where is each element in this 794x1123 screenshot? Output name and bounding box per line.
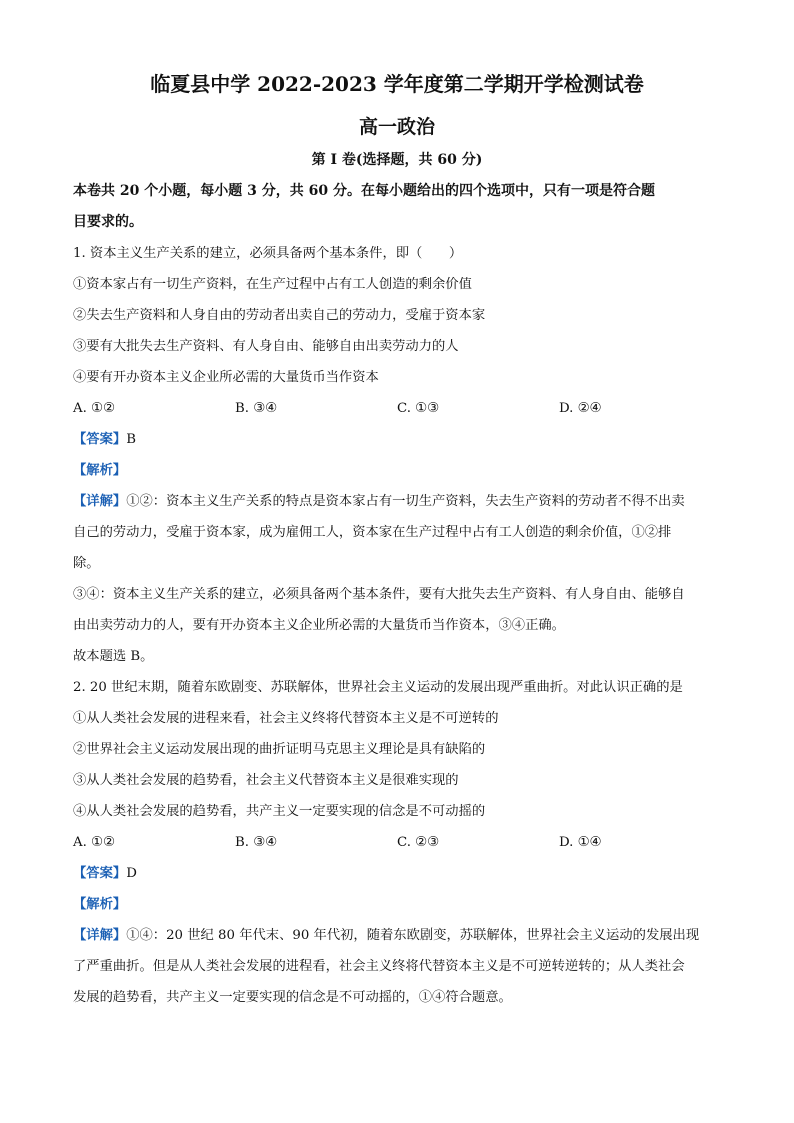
option-b: B. ③④ (235, 401, 278, 416)
question-1-detail (73, 486, 723, 517)
detail-text: ①④：20 世纪 80 年代末、90 年代初，随着东欧剧变，苏联解体，世界社会主义运动的发展出现 (126, 928, 700, 943)
detail-tag: 【详解】 (73, 928, 127, 943)
question-2-answer (73, 858, 723, 889)
question-2-options (73, 827, 723, 858)
page-title: 临夏县中学 2022-2023 学年度第二学期开学检测试卷 (150, 72, 644, 96)
question-2-item: ①从人类社会发展的进程来看，社会主义终将代替资本主义是不可逆转的 (73, 711, 499, 726)
detail-tag: 【详解】 (73, 494, 127, 509)
question-1-detail-line: 自己的劳动力，受雇于资本家，成为雇佣工人，资本家在生产过程中占有工人创造的剩余价值，①②排 (73, 525, 672, 540)
content (73, 176, 723, 1013)
option-a: A. ①② (73, 835, 115, 850)
question-2-item: ④从人类社会发展的趋势看，共产主义一定要实现的信念是不可动摇的 (73, 804, 486, 819)
question-2-detail-line: 了严重曲折。但是从人类社会发展的进程看，社会主义终将代替资本主义是不可逆转逆转的；从人类社会 (73, 959, 685, 974)
option-d: D. ②④ (559, 401, 602, 416)
question-2-detail (73, 920, 723, 951)
question-1-item: ③要有大批失去生产资料、有人身自由、能够自由出卖劳动力的人 (73, 339, 459, 354)
answer-tag: 【答案】 (73, 866, 127, 881)
subject-title: 高一政治 (358, 116, 435, 138)
question-2-item: ③从人类社会发展的趋势看，社会主义代替资本主义是很难实现的 (73, 773, 459, 788)
question-1-stem: 1. 资本主义生产关系的建立，必须具备两个基本条件，即（ ） (73, 246, 463, 261)
question-1-detail-line: ③④：资本主义生产关系的建立，必须具备两个基本条件，要有大批失去生产资料、有人身自由、能够自 (73, 587, 685, 602)
question-2-detail-line: 发展的趋势看，共产主义一定要实现的信念是不可动摇的，①④符合题意。 (73, 990, 512, 1005)
question-1-detail-line: 故本题选 B。 (73, 649, 154, 664)
analysis-tag: 【解析】 (73, 897, 127, 912)
question-1-detail-line: 除。 (73, 556, 100, 571)
question-1-analysis (73, 455, 723, 486)
detail-text: ①②：资本主义生产关系的特点是资本家占有一切生产资料，失去生产资料的劳动者不得不出卖 (126, 494, 685, 509)
question-2-stem: 2. 20 世纪末期，随着东欧剧变、苏联解体，世界社会主义运动的发展出现严重曲折。对此认识正确的是 (73, 680, 683, 695)
option-c: C. ②③ (397, 835, 439, 850)
option-b: B. ③④ (235, 835, 278, 850)
answer-value: B (126, 432, 136, 447)
question-1-answer (73, 424, 723, 455)
analysis-tag: 【解析】 (73, 463, 127, 478)
question-1-item: ①资本家占有一切生产资料，在生产过程中占有工人创造的剩余价值 (73, 277, 472, 292)
answer-value: D (126, 866, 137, 881)
instructions-line: 本卷共 20 个小题，每小题 3 分，共 60 分。在每小题给出的四个选项中，只有一项是符合题 (73, 183, 655, 199)
option-d: D. ①④ (559, 835, 602, 850)
question-1-options (73, 393, 723, 424)
question-1-detail-line: 由出卖劳动力的人，要有开办资本主义企业所必需的大量货币当作资本，③④正确。 (73, 618, 565, 633)
question-2-analysis (73, 889, 723, 920)
instructions-line: 目要求的。 (73, 214, 143, 230)
question-1-item: ②失去生产资料和人身自由的劳动者出卖自己的劳动力，受雇于资本家 (73, 308, 486, 323)
option-c: C. ①③ (397, 401, 439, 416)
question-1-item: ④要有开办资本主义企业所必需的大量货币当作资本 (73, 370, 379, 385)
answer-tag: 【答案】 (73, 432, 127, 447)
option-a: A. ①② (73, 401, 115, 416)
question-2-item: ②世界社会主义运动发展出现的曲折证明马克思主义理论是具有缺陷的 (73, 742, 486, 757)
section-title: 第 I 卷(选择题，共 60 分) (311, 152, 483, 168)
